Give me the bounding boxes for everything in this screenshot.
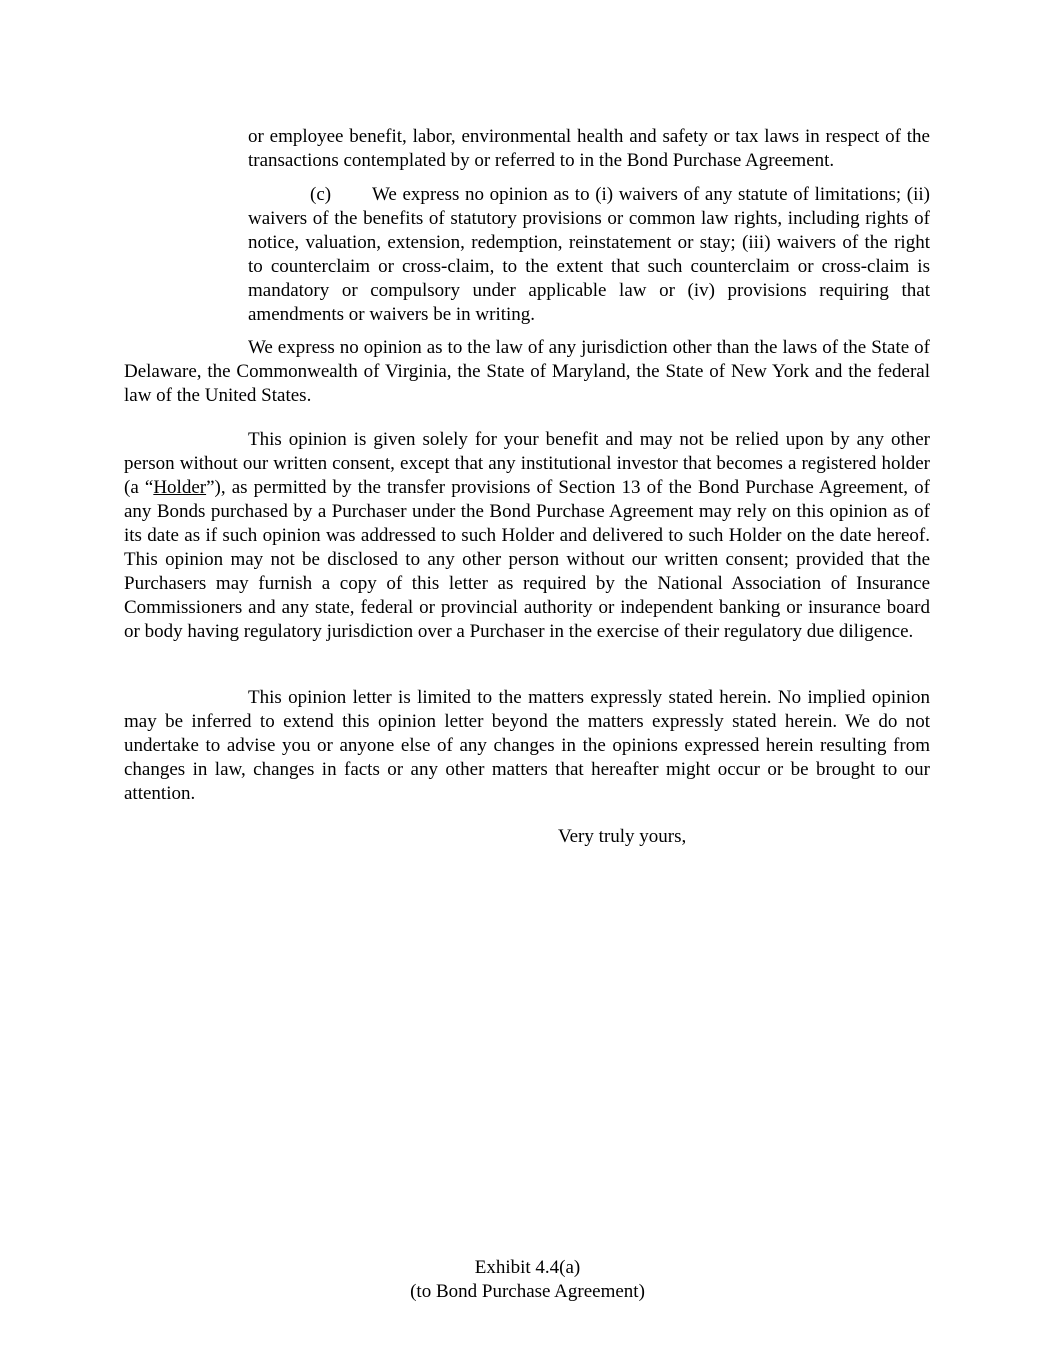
clause-c-text: We express no opinion as to (i) waivers of any statute of limitations; (ii) waivers of the benefits of statutory provisions or common law rights, including rights of notice, valuation, extension, redemption, reinstatement or stay; (iii) waivers of the right to counterclaim or cross-claim, to the extent that such counterclaim or cross-claim is mandatory or compulsory under applicable law or (iv) provisions requiring that amendments or waivers be in writing. — [248, 184, 930, 325]
reliance-paragraph — [124, 428, 930, 644]
reliance-text-after: ”), as permitted by the transfer provisions of Section 13 of the Bond Purchase Agreement, of any Bonds purchased by a Purchaser under the Bond Purchase Agreement may rely on this opinion as of its date as if such opinion was addressed to such Holder and delivered to such Holder on the date hereof. This opinion may not be disclosed to any other person without our written consent; provided that the Purchasers may furnish a copy of this letter as required by the National Association of Insurance Commissioners and any state, federal or provincial authority or independent banking or insurance board or body having regulatory jurisdiction over a Purchaser in the exercise of their regulatory due diligence. — [124, 477, 930, 642]
closing-salutation: Very truly yours, — [558, 826, 687, 847]
clause-c-label: (c) — [310, 184, 332, 205]
jurisdiction-paragraph: We express no opinion as to the law of any jurisdiction other than the laws of the State of Delaware, the Commonwealth of Virginia, the State of Maryland, the State of New York and the federal law of the United States. — [124, 337, 930, 406]
limitation-paragraph: This opinion letter is limited to the matters expressly stated herein. No implied opinion may be inferred to extend this opinion letter beyond the matters expressly stated herein. We do not undertake to advise you or anyone else of any changes in the opinions expressed herein resulting from changes in law, changes in facts or any other matters that hereafter might occur or be brought to our attention. — [124, 687, 930, 804]
holder-defined-term: Holder — [153, 477, 207, 498]
clause-c-paragraph — [248, 183, 930, 327]
continuation-paragraph: or employee benefit, labor, environmental health and safety or tax laws in respect of the transactions contemplated by or referred to in the Bond Purchase Agreement. — [248, 126, 930, 171]
reliance-text-before: This opinion is given solely for your benefit and may not be relied upon by any other person without our written consent, except that any institutional investor that becomes a registered holder (a “ — [124, 429, 930, 498]
exhibit-label: Exhibit 4.4(a) — [474, 1257, 581, 1278]
exhibit-reference: (to Bond Purchase Agreement) — [410, 1281, 645, 1302]
